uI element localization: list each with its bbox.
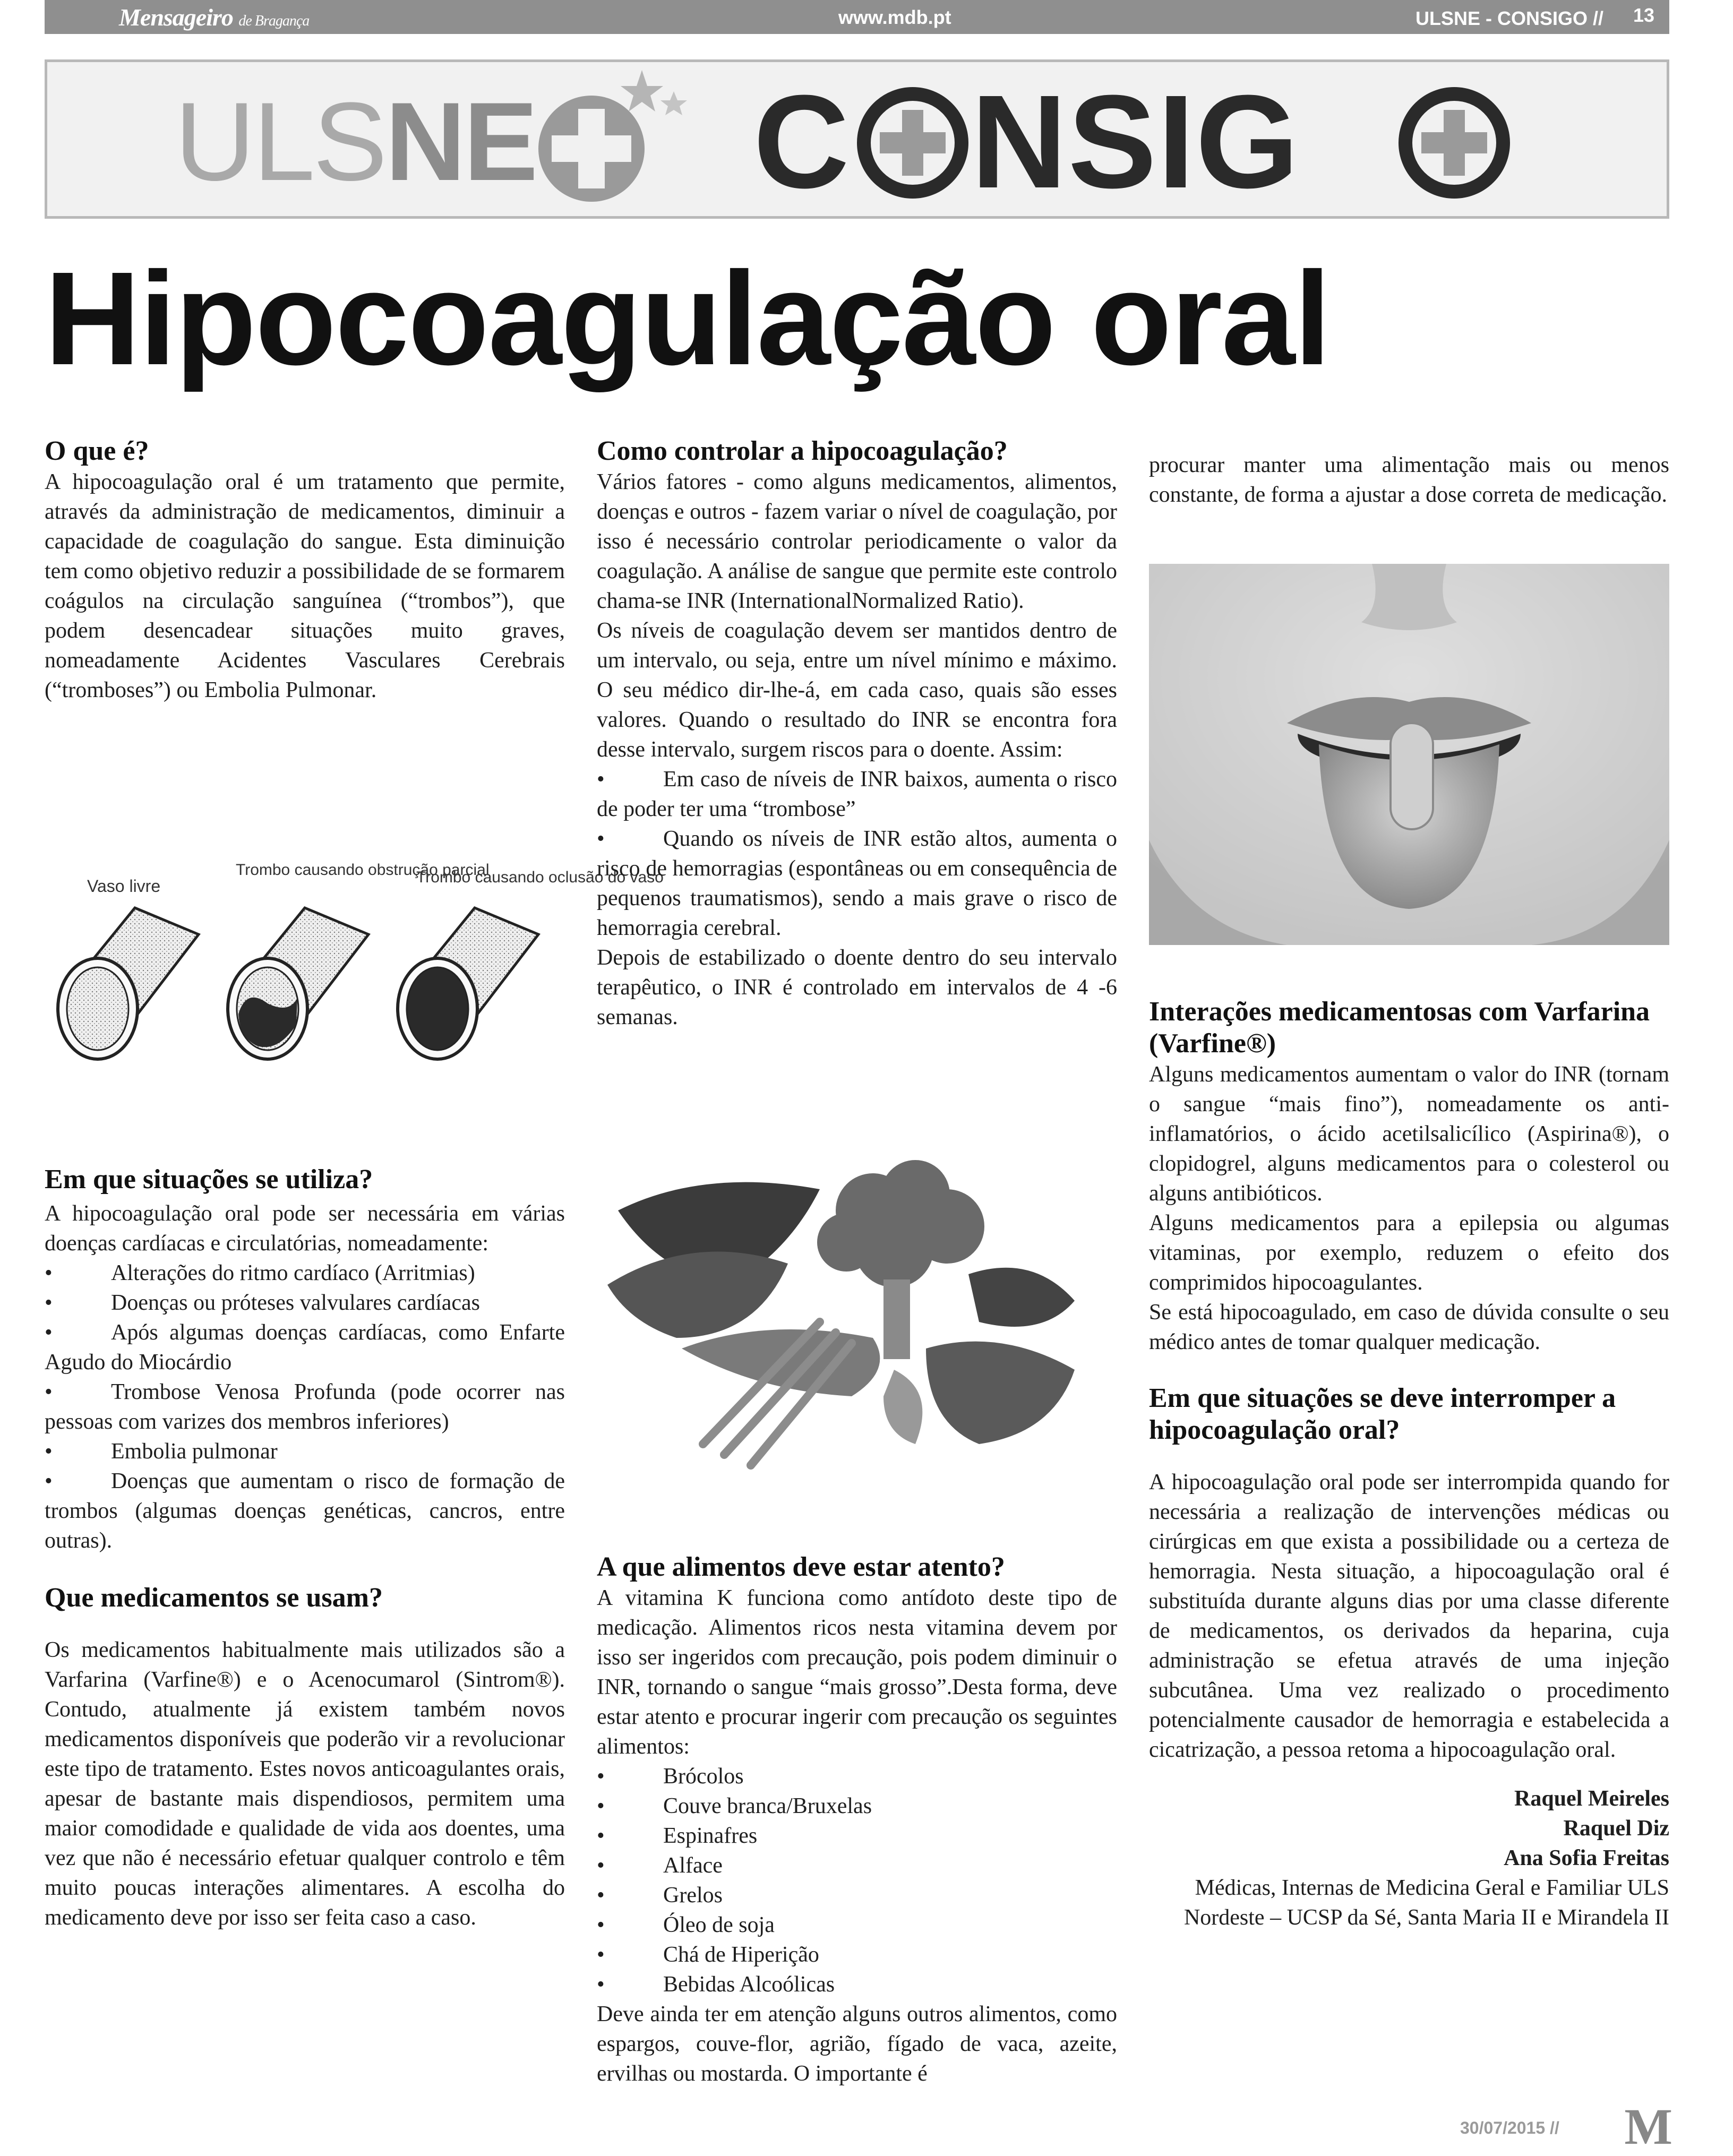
list-item: • Doenças ou próteses valvulares cardíacas (45, 1288, 565, 1318)
paragraph-interactions-1: Alguns medicamentos aumentam o valor do INR (tornam o sangue “mais fino”), nomeadamente os anti-inflamatórios, o ácido acetilsalicílico (Aspirina®), o clopidogrel, alguns medicamentos para o colesterol ou alguns antibióticos. (1149, 1062, 1669, 1206)
list-item: • Chá de Hiperição (597, 1940, 1117, 1970)
column-3-lower (1149, 996, 1669, 1932)
consigo-nsig: NSIG (971, 67, 1300, 216)
cross-circle-icon (1401, 90, 1507, 196)
brand-sub: de Bragança (238, 13, 310, 29)
author-name: Raquel Meireles (1514, 1786, 1669, 1811)
list-item: • Couve branca/Bruxelas (597, 1791, 1117, 1821)
column-1-lower (45, 1164, 565, 1932)
top-bar (45, 0, 1669, 34)
figure-label-free: Vaso livre (87, 877, 161, 896)
list-item: • Doenças que aumentam o risco de formação de trombos (algumas doenças genéticas, cancros, entre outras). (45, 1466, 565, 1556)
paragraph-food-continued: procurar manter uma alimentação mais ou menos constante, de forma a ajustar a dose correta de medicação. (1149, 453, 1669, 507)
paragraph-when: A hipocoagulação oral pode ser necessária em várias doenças cardíacas e circulatórias, nomeadamente: (45, 1201, 565, 1256)
vessel-partial (228, 908, 368, 1059)
thrombus-diagram (45, 855, 664, 1078)
column-2 (597, 435, 1117, 1032)
figure-label-partial: Trombo causando obstrução parcial (236, 861, 490, 879)
ulsne-logo-text (175, 79, 536, 204)
heading-meds: Que medicamentos se usam? (45, 1583, 383, 1613)
figure-label-occlusion: Trombo causando oclusão do vaso (416, 869, 664, 886)
list-item: • Espinafres (597, 1821, 1117, 1851)
tongue-pill-photo (1149, 564, 1669, 945)
when-list (45, 1258, 565, 1556)
author-name: Ana Sofia Freitas (1504, 1846, 1669, 1870)
paragraph-food-2: Deve ainda ter em atenção alguns outros alimentos, como espargos, couve-flor, agrião, fígado de vaca, azeite, ervilhas ou mostarda. O importante é (597, 2002, 1117, 2086)
column-1 (45, 435, 565, 705)
paragraph-interactions-2: Alguns medicamentos para a epilepsia ou algumas vitaminas, por exemplo, reduzem o efeito dos comprimidos hipocoagulantes. (1149, 1211, 1669, 1295)
list-item: • Óleo de soja (597, 1910, 1117, 1940)
list-item: • Grelos (597, 1880, 1117, 1910)
heading-food: A que alimentos deve estar atento? (597, 1552, 1005, 1582)
page-footer (1455, 2098, 1672, 2155)
list-item: • Bebidas Alcoólicas (597, 1970, 1117, 1999)
newspaper-logo-m: M (1624, 2098, 1672, 2155)
author-name: Raquel Diz (1563, 1816, 1669, 1841)
consigo-rest-text (971, 67, 1300, 216)
list-item: • Brócolos (597, 1762, 1117, 1791)
vessel-occluded (398, 908, 538, 1059)
vegetables-photo (597, 1147, 1117, 1492)
consigo-c: C (753, 67, 851, 216)
food-list (597, 1762, 1117, 1999)
publication-date: 30/07/2015 // (1460, 2118, 1559, 2137)
list-item: • Trombose Venosa Profunda (pode ocorrer nas pessoas com varizes dos membros inferiores) (45, 1377, 565, 1437)
vessel-free (58, 908, 199, 1059)
list-item: • Embolia pulmonar (45, 1437, 565, 1466)
column-3 (1149, 450, 1669, 510)
paragraph-interactions-3: Se está hipocoagulado, em caso de dúvida consulte o seu médico antes de tomar qualquer medicação. (1149, 1300, 1669, 1354)
heading-control: Como controlar a hipocoagulação? (597, 436, 1008, 466)
author-affiliation: Médicas, Internas de Medicina Geral e Familiar ULS Nordeste – UCSP da Sé, Santa Maria II e Mirandela II (1183, 1876, 1669, 1930)
heading-stop: Em que situações se deve interromper a hipocoagulação oral? (1149, 1383, 1616, 1445)
control-list (597, 765, 1117, 943)
list-item: • Quando os níveis de INR estão altos, aumenta o risco de hemorragias (espontâneas ou em consequência de pequenos traumatismos), sendo a mais grave o risco de hemorragia cerebral. (597, 824, 1117, 943)
section-label: ULSNE - CONSIGO // (1415, 7, 1603, 29)
heading-what: O que é? (45, 436, 149, 466)
uls-text: ULS (175, 79, 385, 204)
paragraph-what: A hipocoagulação oral é um tratamento que permite, através da administração de medicamentos, diminuir a capacidade de coagulação do sangue. Esta diminuição tem como objetivo reduzir a possibilidade de se formarem coágulos na circulação sanguínea (“trombos”), que podem desencadear situações muito graves, nomeadamente Acidentes Vasculares Cerebrais (“tromboses”) ou Embolia Pulmonar. (45, 470, 565, 702)
column-2-lower (597, 1551, 1117, 2089)
heading-interactions: Interações medicamentosas com Varfarina (Varfine®) (1149, 997, 1650, 1059)
consigo-text (753, 67, 851, 216)
paragraph-meds: Os medicamentos habitualmente mais utilizados são a Varfarina (Varfine®) e o Acenocumarol (Sintrom®). Contudo, atualmente já existem também novos medicamentos disponíveis que poderão vir a revolucionar este tipo de tratamento. Estes novos anticoagulantes orais, apesar de bastante mais dispendiosos, permitem uma maior comodidade e qualidade de vida aos doentes, uma vez que não é necessário efetuar qualquer controlo e têm muito poucas interações alimentares. A escolha do medicamento deve por isso ser feita caso a caso. (45, 1638, 565, 1930)
signature-block (1149, 1784, 1669, 1932)
paragraph-control-1: Vários fatores - como alguns medicamentos, alimentos, doenças e outros - fazem variar o nível de coagulação, por isso é necessário controlar periodicamente o valor da coagulação. A análise de sangue que permite este controlo chama-se INR (InternationalNormalized Ratio). (597, 470, 1117, 613)
paragraph-food: A vitamina K funciona como antídoto deste tipo de medicação. Alimentos ricos nesta vitamina devem por isso ser ingeridos com precaução, pois podem diminuir o INR, tornando o sangue “mais grosso”.Desta forma, deve estar atento e procurar ingerir com precaução os seguintes alimentos: (597, 1586, 1117, 1759)
list-item: • Em caso de níveis de INR baixos, aumenta o risco de poder ter uma “trombose” (597, 765, 1117, 824)
list-item: • Após algumas doenças cardíacas, como Enfarte Agudo do Miocárdio (45, 1318, 565, 1377)
list-item: • Alface (597, 1851, 1117, 1880)
ulsne-consigo-banner (45, 59, 1669, 219)
newspaper-brand (119, 3, 309, 31)
stars-icon (621, 67, 690, 131)
list-item: • Alterações do ritmo cardíaco (Arritmias) (45, 1258, 565, 1288)
heading-when: Em que situações se utiliza? (45, 1164, 373, 1195)
page-number: 13 (1633, 4, 1654, 26)
paragraph-stop: A hipocoagulação oral pode ser interrompida quando for necessária a realização de intervenções médicas ou cirúrgicas em que exista a possibilidade ou a certeza de hemorragia. Nesta situação, a hipocoagulação oral é substituída durante alguns dias por uma classe diferente de medicamentos, os derivados da heparina, cuja administração se efetua através de uma injeção subcutânea. Uma vez realizado o procedimento potencialmente causador de hemorragia e estabelecida a cicatrização, a pessoa retoma a hipocoagulação oral. (1149, 1470, 1669, 1762)
cross-circle-icon (860, 90, 966, 196)
article-title: Hipocoagulação oral (45, 244, 1330, 392)
site-url[interactable]: www.mdb.pt (838, 6, 951, 28)
ne-text: NE (385, 79, 536, 204)
paragraph-control-3: Depois de estabilizado o doente dentro do seu intervalo terapêutico, o INR é controlado em intervalos de 4 -6 semanas. (597, 946, 1117, 1029)
paragraph-control-2: Os níveis de coagulação devem ser mantidos dentro de um intervalo, ou seja, entre um nível mínimo e máximo. O seu médico dir-lhe-á, em cada caso, quais são esses valores. Quando o resultado do INR se encontra fora desse intervalo, surgem riscos para o doente. Assim: (597, 619, 1117, 762)
brand-name: Mensageiro (119, 4, 233, 31)
